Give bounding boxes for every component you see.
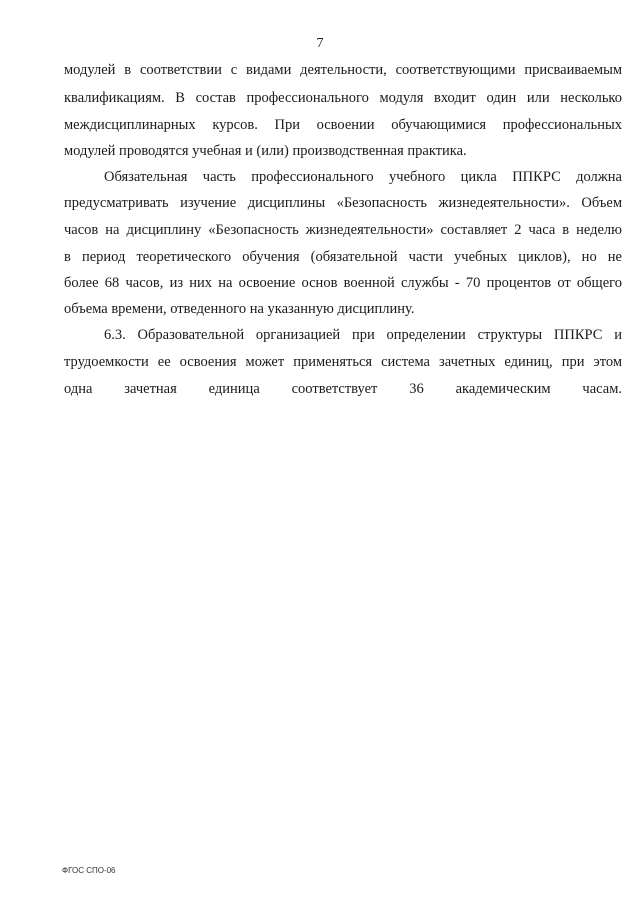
text-line: часов на дисциплину «Безопасность жизнедеятельности» составляет 2 часа в неделю (64, 222, 622, 238)
text-line: модулей в соответствии с видами деятельности, соответствующими присваиваемым (64, 62, 622, 78)
text-line: модулей проводятся учебная и (или) производственная практика. (64, 143, 467, 159)
text-line: трудоемкости ее освоения может применяться система зачетных единиц, при этом (64, 354, 622, 370)
text-line: квалификациям. В состав профессионального модуля входит один или несколько (64, 90, 622, 106)
text-line: объема времени, отведенного на указанную дисциплину. (64, 301, 415, 317)
page-number: 7 (316, 36, 324, 51)
text-line: более 68 часов, из них на освоение основ военной службы - 70 процентов от общего (64, 275, 622, 291)
text-line: 6.3. Образовательной организацией при определении структуры ППКРС и (104, 327, 622, 343)
text-line: одна зачетная единица соответствует 36 академическим часам. (64, 381, 622, 397)
text-line: междисциплинарных курсов. При освоении обучающимися профессиональных (64, 117, 622, 133)
text-line: Обязательная часть профессионального учебного цикла ППКРС должна (104, 169, 622, 185)
text-line: в период теоретического обучения (обязательной части учебных циклов), но не (64, 249, 622, 265)
footer-code: ФГОС СПО-06 (62, 866, 116, 875)
text-line: предусматривать изучение дисциплины «Безопасность жизнедеятельности». Объем (64, 195, 622, 211)
